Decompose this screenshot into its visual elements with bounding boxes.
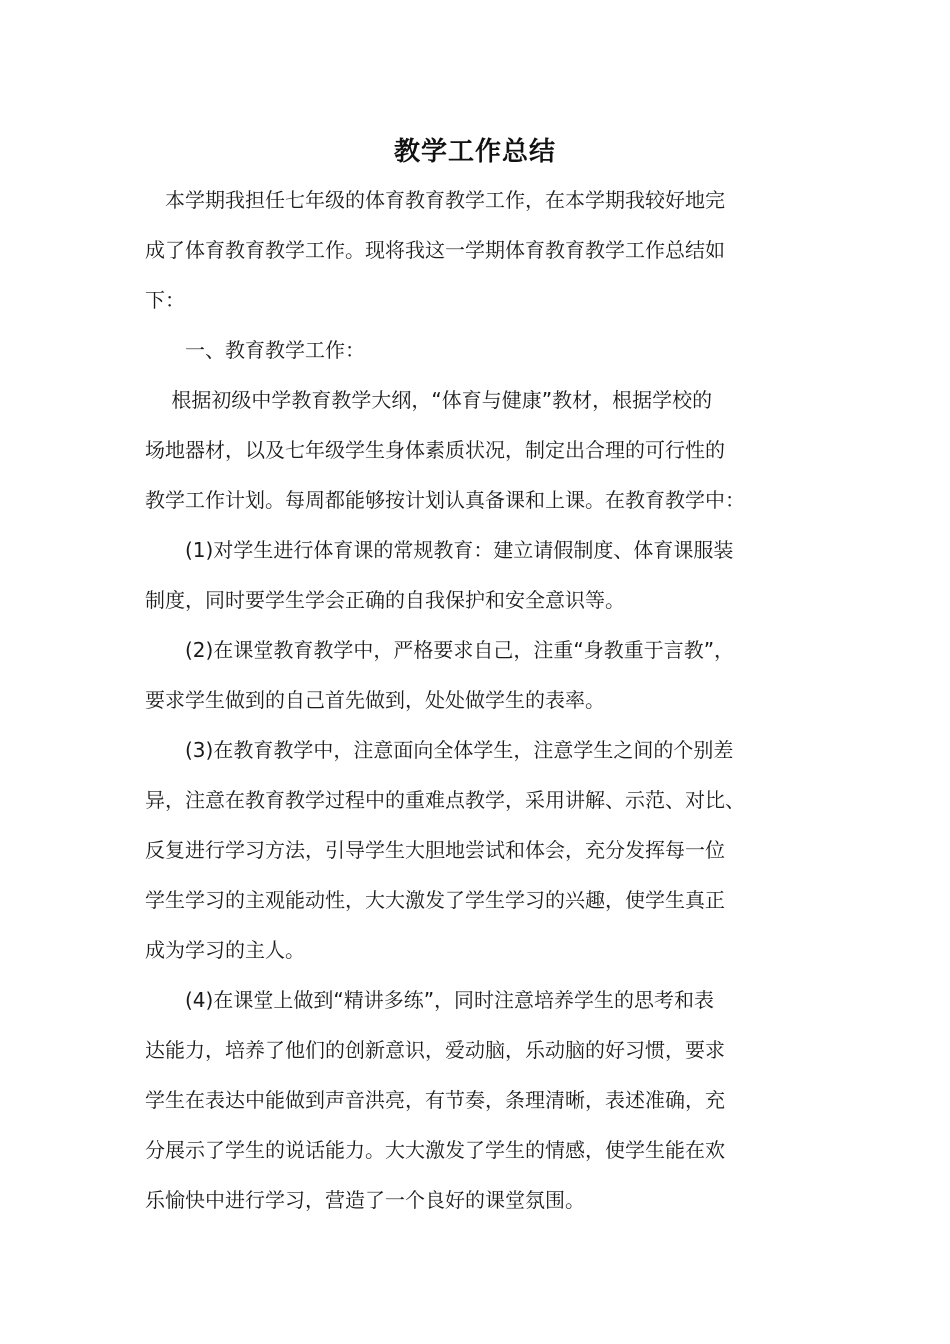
text-line: 要求学生做到的自己首先做到，处处做学生的表率。 [145,688,605,712]
text-line: 教学工作计划。每周都能够按计划认真备课和上课。在教育教学中： [145,488,745,512]
text-line: 学生在表达中能做到声音洪亮，有节奏，条理清晰，表述准确，充 [145,1088,725,1112]
text-line: (2)在课堂教育教学中，严格要求自己，注重“身教重于言教”， [145,638,735,662]
text-line: 成了体育教育教学工作。现将我这一学期体育教育教学工作总结如 [145,238,725,262]
text-line: 异，注意在教育教学过程中的重难点教学，采用讲解、示范、对比、 [145,788,745,812]
text-line: 成为学习的主人。 [145,938,305,962]
text-line: 制度，同时要学生学会正确的自我保护和安全意识等。 [145,588,625,612]
text-line: 场地器材，以及七年级学生身体素质状况，制定出合理的可行性的 [145,438,725,462]
text-line: 根据初级中学教育教学大纲，“体育与健康”教材，根据学校的 [145,388,713,412]
text-line: (1)对学生进行体育课的常规教育：建立请假制度、体育课服装 [145,538,734,562]
document-title: 教学工作总结 [393,137,556,167]
section-heading: 一、教育教学工作： [145,338,365,362]
text-line: 达能力，培养了他们的创新意识，爱动脑，乐动脑的好习惯，要求 [145,1038,725,1062]
text-line: (3)在教育教学中，注意面向全体学生，注意学生之间的个别差 [145,738,734,762]
text-line: 分展示了学生的说话能力。大大激发了学生的情感，使学生能在欢 [145,1138,725,1162]
text-line: 本学期我担任七年级的体育教育教学工作，在本学期我较好地完 [145,188,725,212]
text-line: 下： [145,288,185,312]
text-line: (4)在课堂上做到“精讲多练”，同时注意培养学生的思考和表 [145,988,715,1012]
text-line: 学生学习的主观能动性，大大激发了学生学习的兴趣，使学生真正 [145,888,725,912]
text-line: 反复进行学习方法，引导学生大胆地尝试和体会，充分发挥每一位 [145,838,725,862]
text-line: 乐愉快中进行学习，营造了一个良好的课堂氛围。 [145,1188,585,1212]
